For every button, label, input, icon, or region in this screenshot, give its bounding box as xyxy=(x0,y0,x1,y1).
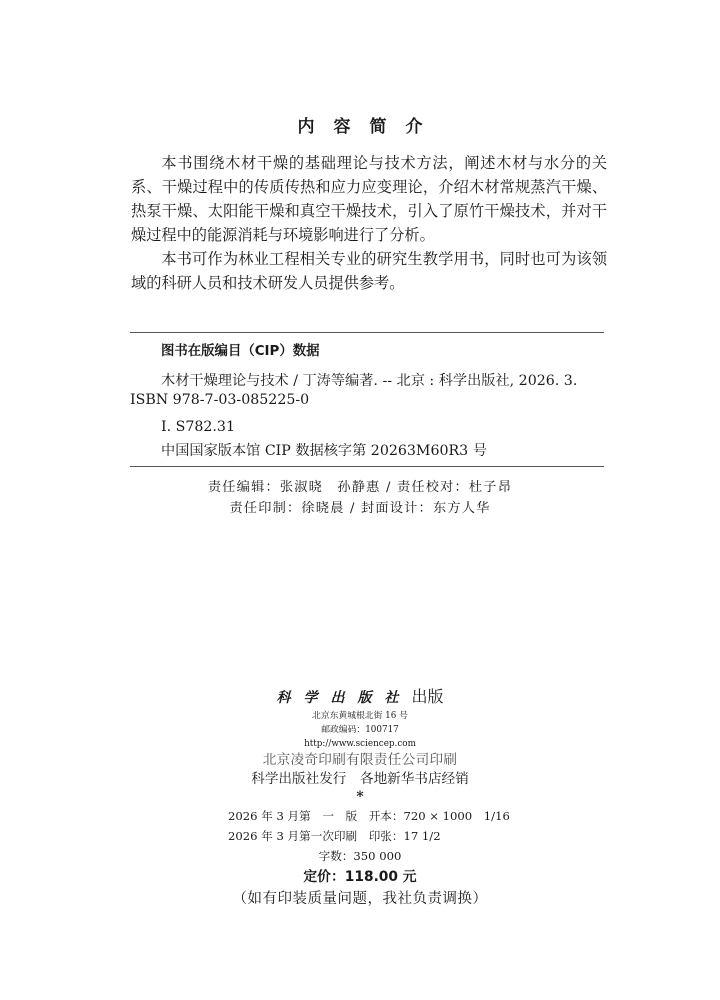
distribution-line: 科学出版社发行 各地新华书店经销 xyxy=(251,771,469,787)
intro-paragraph: 本书可作为林业工程相关专业的研究生教学用书，同时也可为该领域的科研人员和技术研发人员提供参考。 xyxy=(131,250,607,292)
word-count: 字数：350 000 xyxy=(318,849,402,863)
separator-asterisk: * xyxy=(356,789,364,805)
printing-line: 2026 年 3 月第一次印刷 印张：17 1/2 xyxy=(228,829,441,843)
cip-classification: Ⅰ. S782.31 xyxy=(161,419,235,435)
publisher-suffix: 出版 xyxy=(411,687,444,706)
price: 定价：118.00 元 xyxy=(303,869,417,885)
editorial-credits xyxy=(0,477,720,519)
publisher-website: http://www.sciencep.com xyxy=(304,739,416,749)
quality-notice: （如有印装质量问题，我社负责调换） xyxy=(232,891,488,907)
publisher-postcode: 邮政编码：100717 xyxy=(321,725,399,735)
cip-heading: 图书在版编目（CIP）数据 xyxy=(161,344,320,359)
page-title: 内容简介 xyxy=(297,117,442,137)
credits-line-editors: 责任编辑：张淑晓 孙静惠 / 责任校对：杜子昂 xyxy=(207,480,513,495)
cip-verification-number: 中国国家版本馆 CIP 数据核字第 20263M60R3 号 xyxy=(161,443,487,459)
book-introduction xyxy=(131,151,607,295)
publisher-block xyxy=(0,686,720,789)
intro-paragraph: 本书围绕木材干燥的基础理论与技术方法，阐述木材与水分的关系、干燥过程中的传质传热和应力应变理论，介绍木材常规蒸汽干燥、热泵干燥、太阳能干燥和真空干燥技术，引入了原竹干燥技术，并对干燥过程中的能源消耗与环境影响进行了分析。 xyxy=(131,154,607,244)
printer-line: 北京凌奇印刷有限责任公司印刷 xyxy=(262,752,458,768)
cip-isbn: ISBN 978-7-03-085225-0 xyxy=(130,392,310,408)
publisher-name: 科学出版社 xyxy=(276,690,412,706)
credits-line-production: 责任印制：徐晓晨 / 封面设计：东方人华 xyxy=(229,501,491,516)
edition-line: 2026 年 3 月第 一 版 开本：720 × 1000 1/16 xyxy=(228,809,510,823)
cip-data-block xyxy=(130,332,604,467)
publisher-address: 北京东黄城根北街 16 号 xyxy=(312,711,408,721)
publisher-line xyxy=(0,686,720,709)
cip-catalog-entry: 木材干燥理论与技术 / 丁涛等编著. -- 北京 : 科学出版社, 2026. 3. xyxy=(161,373,578,389)
